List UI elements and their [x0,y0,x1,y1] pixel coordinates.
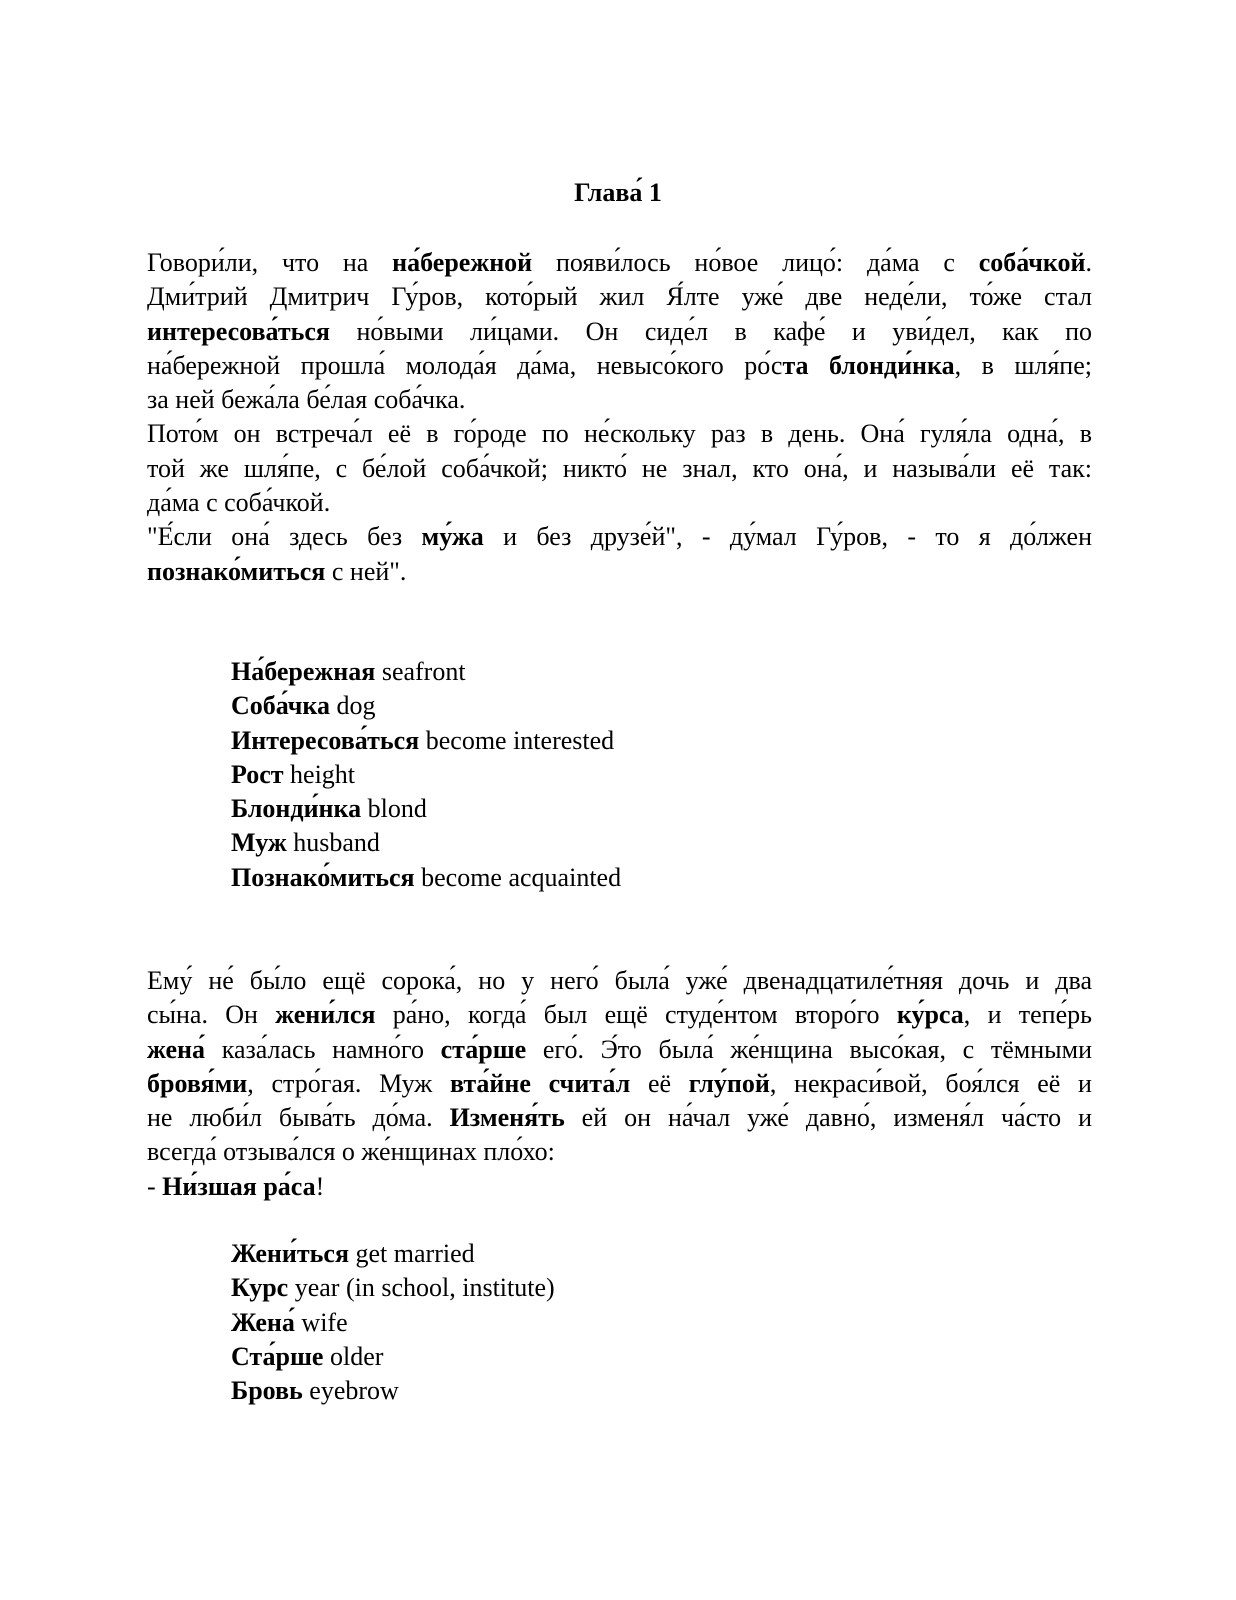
paragraph-line [147,555,1092,589]
text-run: той же шля́пе, с бе́лой соба́чкой; никто́ не знал, кто она́, и называ́ли её так: [147,453,1092,483]
paragraph-line [147,383,1092,417]
text-run: не люби́л быва́ть до́ма. [147,1103,450,1133]
vocab-term: Ста́рше [231,1341,324,1371]
text-run: но́выми ли́цами. Он сиде́л в кафе́ и уви́дел, как по [329,316,1092,346]
vocab-term: Интересова́ться [231,725,420,755]
vocab-translation: become acquainted [414,862,622,892]
vocab-entry [231,655,621,689]
vocab-translation: get married [349,1239,475,1268]
text-run: и без друзе́й", - ду́мал Гу́ров, - то я до́лжен [483,522,1092,552]
vocab-entry [231,1374,555,1408]
text-run: Дми́трий Дмитрич Гу́ров, кото́рый жил Я́лте уже́ две неде́ли, то́же стал [147,282,1092,312]
text-run: - [147,1171,163,1201]
text-run: Пото́м он встреча́л её в го́роде по не́скольку раз в день. Она́ гуля́ла одна́, в [147,419,1092,449]
vocabulary-list-2 [231,1237,555,1408]
text-run: , некраси́вой, боя́лся её и [769,1068,1092,1098]
vocabulary-list-1 [231,655,621,895]
vocab-highlight: та блонди́нка [782,350,955,380]
vocab-term: Соба́чка [231,691,330,721]
text-run: да́ма с соба́чкой. [147,488,331,518]
text-run: с ней". [325,556,407,586]
vocab-translation: blond [361,794,427,824]
vocab-highlight: глу́пой [688,1068,770,1098]
vocab-term: Познако́миться [231,862,415,892]
paragraph-line [147,349,1092,383]
vocab-translation: older [323,1341,384,1371]
vocab-translation: dog [330,691,376,721]
paragraph-line [147,452,1092,486]
story-paragraph-1 [147,246,1092,589]
text-run: сы́на. Он [147,1000,276,1030]
vocab-term: Жени́ться [231,1239,350,1268]
paragraph-line [147,417,1092,451]
vocab-entry [231,1271,555,1305]
vocab-term: Курс [231,1273,289,1303]
vocab-term: Рост [231,759,284,789]
paragraph-line [147,315,1092,349]
text-run: на́бережной прошла́ молода́я да́ма, невысо́кого ро́с [147,350,783,380]
text-run: его́. Э́то была́ же́нщина высо́кая, с тёмными [526,1034,1092,1064]
vocab-translation: husband [286,828,380,858]
vocab-highlight: интересова́ться [147,316,330,346]
vocab-entry [231,861,621,895]
text-run: , и тепе́рь [963,1000,1092,1030]
vocab-term: На́бережная [231,657,376,686]
paragraph-line [147,1170,1092,1204]
vocab-entry [231,758,621,792]
vocab-entry [231,1306,555,1340]
vocab-translation: wife [294,1307,348,1337]
vocab-highlight: познако́миться [147,556,326,586]
text-run: Ему́ не́ бы́ло ещё сорока́, но у него́ была́ уже́ двенадцатиле́тняя дочь и два [147,966,1092,995]
vocab-highlight: ста́рше [440,1034,527,1064]
vocab-highlight: му́жа [421,522,484,552]
vocab-translation: year (in school, institute) [288,1273,555,1303]
text-run: за ней бежа́ла бе́лая соба́чка. [147,385,466,415]
text-run: всегда́ отзыва́лся о же́нщинах пло́хо: [147,1137,555,1167]
vocab-translation: eyebrow [302,1376,399,1406]
paragraph-line [147,1135,1092,1169]
text-run: . [1085,248,1092,277]
vocab-term: Блонди́нка [231,794,362,824]
text-run: ра́но, когда́ был ещё студе́нтом второ́го [375,1000,897,1030]
vocab-highlight: бровя́ми [147,1068,248,1098]
paragraph-line [147,520,1092,554]
vocab-highlight: жени́лся [275,1000,376,1030]
vocab-term: Жена́ [231,1307,295,1337]
vocab-entry [231,689,621,723]
text-run: "Е́сли она́ здесь без [147,522,422,552]
vocab-highlight: ку́рса [896,1000,964,1030]
chapter-title: Глава́ 1 [574,178,662,207]
text-run: каза́лась намно́го [205,1034,441,1064]
text-run: ей он на́чал уже́ давно́, изменя́л ча́сто и [564,1103,1092,1133]
text-run: ! [315,1171,325,1201]
vocab-entry [231,792,621,826]
paragraph-line [147,1067,1092,1101]
vocab-highlight: Ни́зшая ра́са [162,1171,316,1201]
vocab-highlight: жена́ [147,1034,206,1064]
vocab-highlight: соба́чкой [978,248,1086,277]
vocab-entry [231,1340,555,1374]
vocab-highlight: на́бережной [392,248,533,277]
paragraph-line [147,1033,1092,1067]
paragraph-line [147,998,1092,1032]
vocab-highlight: Изменя́ть [449,1103,565,1133]
text-run: появи́лось но́вое лицо́: да́ма с [532,248,979,277]
paragraph-line [147,280,1092,314]
paragraph-line [147,486,1092,520]
paragraph-line [147,964,1092,998]
vocab-term: Бровь [231,1376,303,1406]
vocab-translation: height [283,759,356,789]
paragraph-line [147,1101,1092,1135]
vocab-term: Муж [231,828,287,858]
vocab-highlight: вта́йне счита́л [449,1068,631,1098]
text-run: Говори́ли, что на [147,248,393,277]
vocab-entry [231,1237,555,1271]
vocab-translation: seafront [375,657,466,686]
text-run: , в шля́пе; [954,350,1092,380]
vocab-entry [231,826,621,860]
text-run: , стро́гая. Муж [247,1068,450,1098]
story-paragraph-2 [147,964,1092,1204]
vocab-translation: become interested [419,725,615,755]
text-run: её [630,1068,689,1098]
vocab-entry [231,724,621,758]
paragraph-line [147,246,1092,280]
